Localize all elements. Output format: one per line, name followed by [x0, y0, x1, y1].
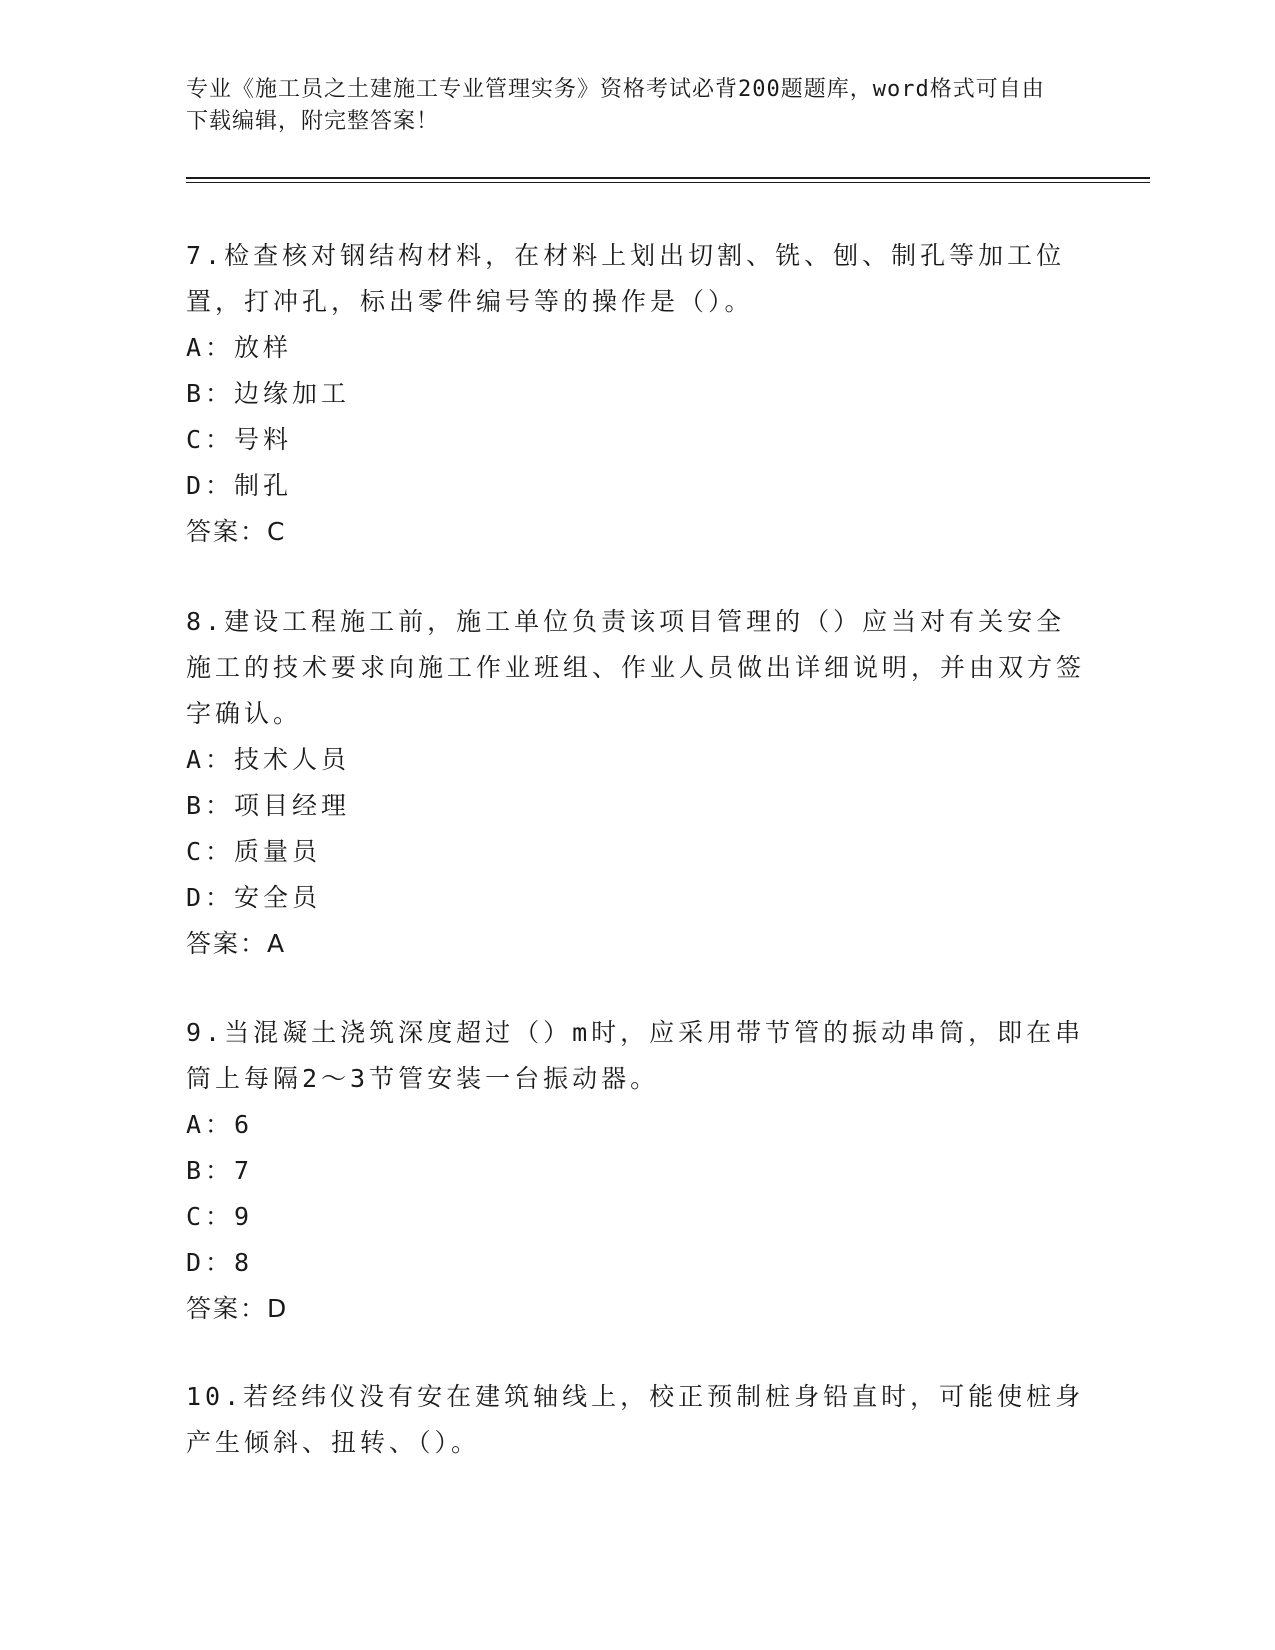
question-7: [186, 233, 1086, 555]
question-8: [186, 599, 1086, 967]
document-header: [186, 74, 1066, 138]
option-d: D：制孔: [186, 471, 293, 500]
option-b: B：7: [186, 1156, 254, 1185]
answer: 答案：A: [186, 929, 287, 958]
question-stem: 8.建设工程施工前，施工单位负责该项目管理的（）应当对有关安全施工的技术要求向施工作业班组、作业人员做出详细说明，并由双方签字确认。: [186, 607, 1086, 728]
question-stem: 10.若经纬仪没有安在建筑轴线上，校正预制桩身铅直时，可能使桩身产生倾斜、扭转、（）。: [186, 1382, 1085, 1457]
option-a: A：6: [186, 1110, 254, 1139]
question-9: [186, 1010, 1086, 1332]
question-stem: 7.检查核对钢结构材料，在材料上划出切割、铣、刨、制孔等加工位置，打冲孔，标出零件编号等的操作是（）。: [186, 241, 1066, 316]
option-c: C：9: [186, 1202, 254, 1231]
answer: 答案：C: [186, 517, 287, 546]
option-c: C：号料: [186, 425, 293, 454]
option-a: A：技术人员: [186, 745, 351, 774]
header-divider-thin: [186, 182, 1150, 183]
header-text: 专业《施工员之土建施工专业管理实务》资格考试必背200题题库，word格式可自由下载编辑，附完整答案！: [186, 77, 1045, 134]
option-d: D：安全员: [186, 883, 322, 912]
option-d: D：8: [186, 1248, 254, 1277]
question-10: [186, 1374, 1086, 1466]
option-b: B：边缘加工: [186, 379, 351, 408]
option-b: B：项目经理: [186, 791, 351, 820]
header-divider: [186, 177, 1150, 179]
question-stem: 9.当混凝土浇筑深度超过（）m时，应采用带节管的振动串筒，即在串筒上每隔2～3节管安装一台振动器。: [186, 1018, 1085, 1093]
answer: 答案：D: [186, 1294, 289, 1323]
option-a: A：放样: [186, 333, 293, 362]
option-c: C：质量员: [186, 837, 322, 866]
